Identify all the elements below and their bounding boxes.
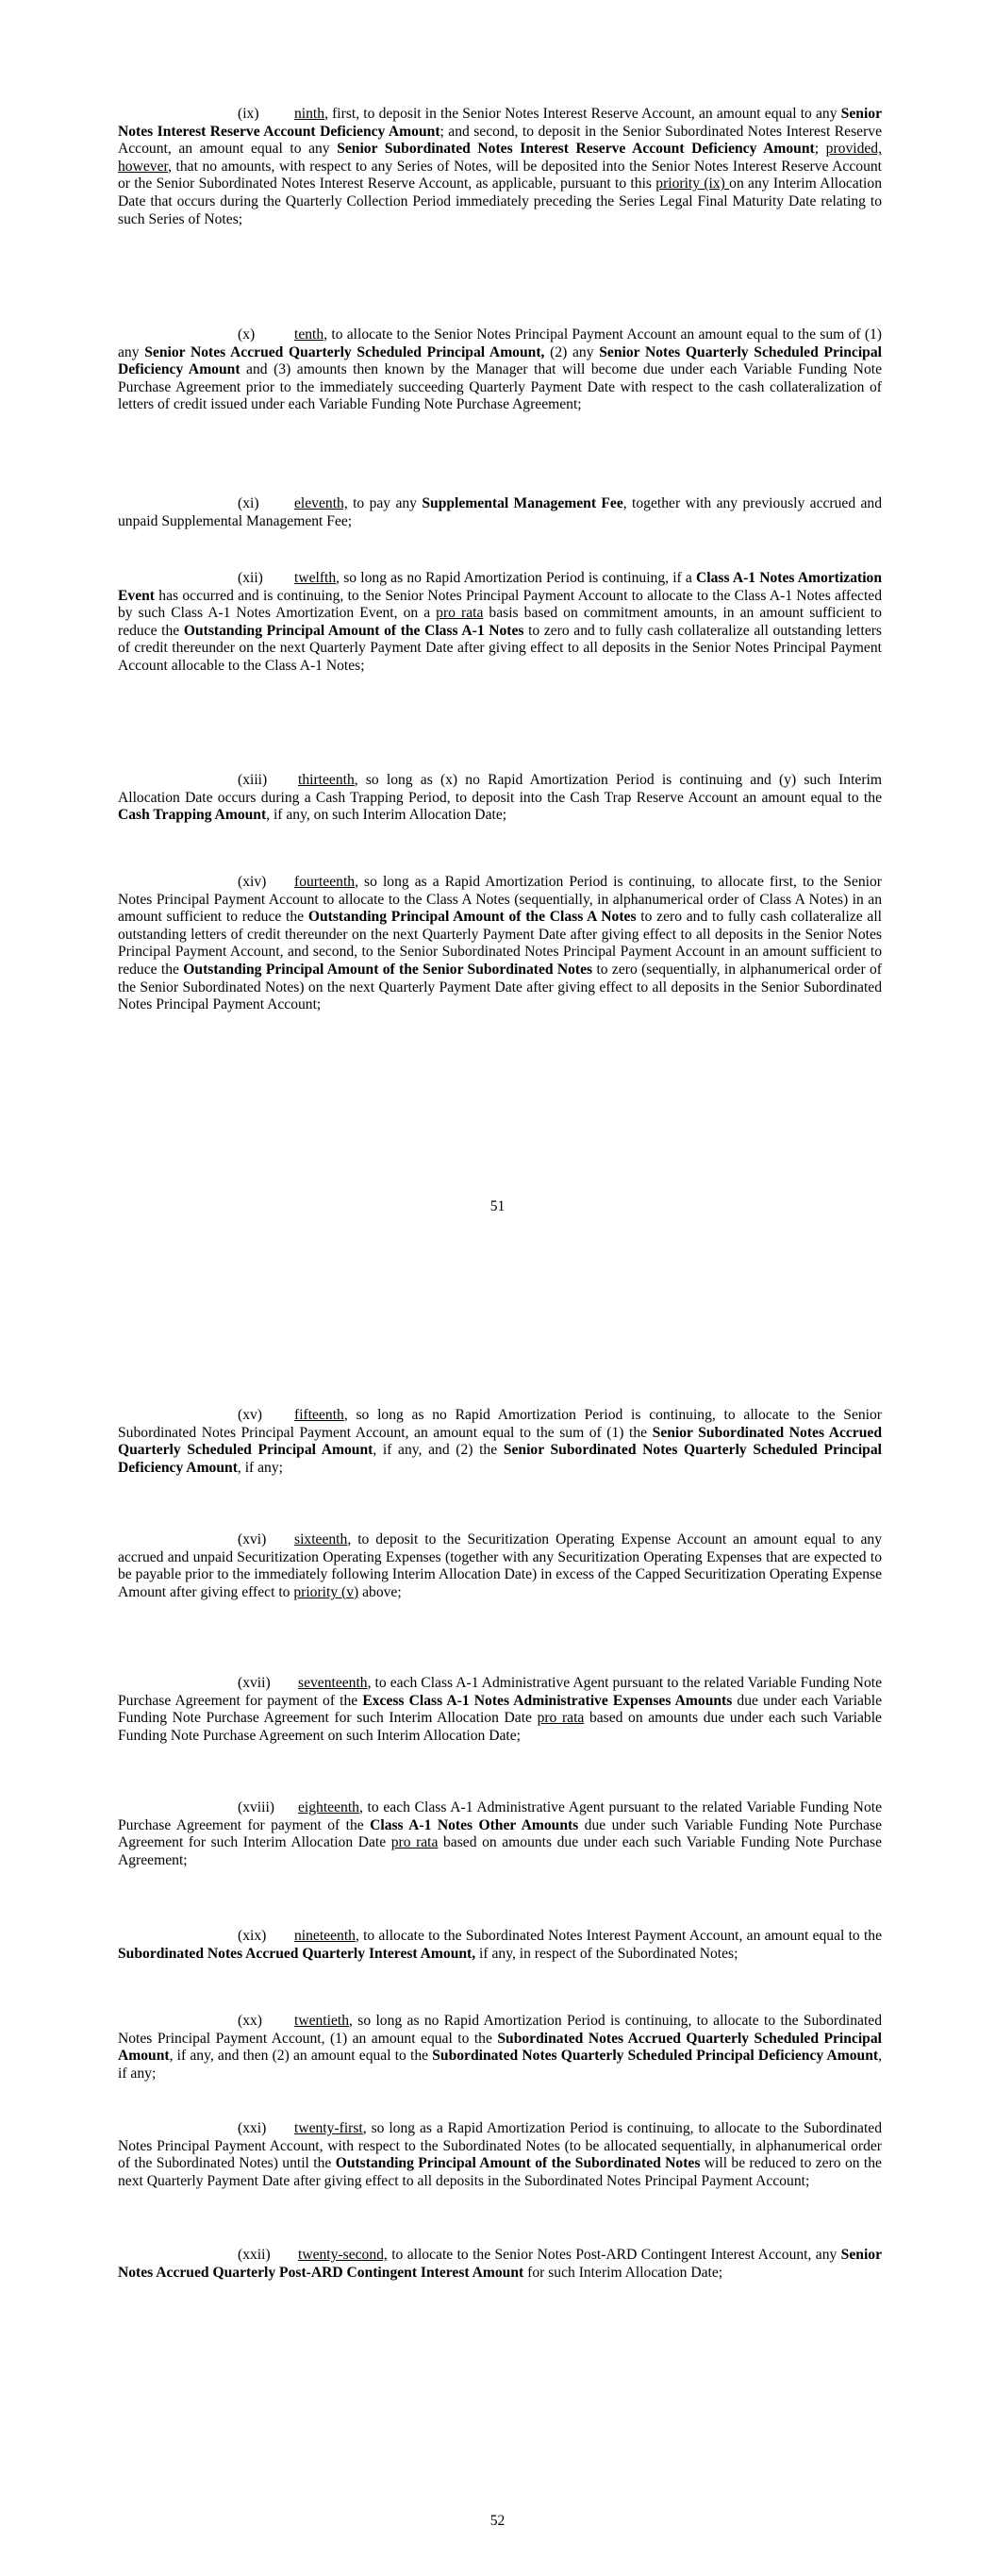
clause-xvii: [118, 1675, 882, 1745]
clause-number: (xv): [238, 1407, 262, 1423]
underlined-term: pro rata: [436, 605, 484, 622]
clause-number: (xix): [238, 1928, 267, 1944]
clause-text: , so long as a Rapid Amortization Period is continuing, to allocate to the Subordinated Notes Principal Payment Account, with respect to the Subordinated Notes (to be allocated sequentially, in alphanumerical order of the Subordinated Notes) until the: [118, 2120, 882, 2172]
defined-term: Senior Subordinated Notes Quarterly Scheduled Principal Deficiency Amount: [118, 1442, 882, 1476]
clause-xiv: [118, 874, 882, 1014]
defined-term: Outstanding Principal Amount of the Subordinated Notes: [335, 2155, 701, 2172]
clause-text: , that no amounts, with respect to any Series of Notes, will be deposited into the Senior Notes Interest Reserve Account or the Senior Subordinated Notes Interest Reserve Account, as applicable, pursuant to this: [118, 158, 882, 192]
page-number: 51: [489, 1198, 506, 1214]
clause-text: , if any;: [118, 2048, 882, 2082]
clause-number: (xviii): [238, 1799, 274, 1815]
clause-text: , so long as (x) no Rapid Amortization Period is continuing and (y) such Interim Allocation Date occurs during a Cash Trapping Period, to deposit into the Cash Trap Reserve Account an amount equal to the: [118, 772, 882, 806]
clause-xix: [118, 1928, 882, 1963]
clause-xiii: [118, 772, 882, 825]
clause-text: , if any, and (2) the: [373, 1442, 504, 1459]
clause-text: (2) any: [544, 343, 600, 360]
clause-xviii: [118, 1799, 882, 1869]
underlined-term: sixteenth: [294, 1531, 348, 1547]
clause-number: (xvi): [238, 1531, 267, 1547]
defined-term: Subordinated Notes Accrued Quarterly Interest Amount,: [118, 1945, 476, 1962]
underlined-term: fourteenth: [294, 874, 356, 890]
clause-text: , if any, and then (2) an amount equal to the: [169, 2048, 433, 2065]
underlined-term: pro rata: [390, 1834, 439, 1851]
defined-term: Subordinated Notes Quarterly Scheduled Principal Deficiency Amount: [432, 2048, 879, 2065]
document-page-52: [0, 1288, 995, 2576]
clause-number: (xxii): [238, 2247, 271, 2263]
underlined-term: priority (ix): [655, 176, 730, 192]
clause-text: based on amounts due under each such Variable Funding Note Purchase Agreement;: [118, 1834, 882, 1868]
underlined-term: tenth: [294, 326, 324, 343]
underlined-term: provided, however: [118, 141, 882, 175]
clause-number: (xxi): [238, 2120, 267, 2136]
clause-text: , to allocate to the Senior Notes Principal Payment Account an amount equal to the sum of (1) any: [118, 326, 882, 360]
clause-text: to zero and to fully cash collateralize all outstanding letters of credit thereunder on the next Quarterly Payment Date after giving effect to all deposits in the Senior Notes Principal Payment Account allocable to the Class A-1 Notes;: [118, 622, 882, 674]
clause-text: , so long as no Rapid Amortization Period is continuing, to allocate to the Subordinated Notes Principal Payment Account, (1) an amount equal to the: [118, 2013, 882, 2047]
page-number: 52: [489, 2513, 506, 2529]
clause-xii: [118, 570, 882, 676]
clause-text: , so long as no Rapid Amortization Period is continuing, if a: [336, 570, 696, 586]
clause-number: (xiv): [238, 874, 267, 890]
clause-text: , so long as a Rapid Amortization Period is continuing, to allocate first, to the Senior Notes Principal Payment Account to allocate to the Class A Notes (sequentially, in alphanumerical order of Class A Notes) in an amount sufficient to reduce the: [118, 874, 882, 926]
clause-xv: [118, 1407, 882, 1477]
clause-number: (xvii): [238, 1675, 271, 1691]
clause-number: (xi): [238, 495, 259, 511]
underlined-term: ninth: [294, 106, 325, 122]
clause-xi: [118, 495, 882, 530]
underlined-term: nineteenth: [294, 1928, 356, 1944]
clause-number: (x): [238, 326, 256, 343]
clause-text: , if any, on such Interim Allocation Date;: [266, 807, 507, 824]
underlined-term: priority (v): [293, 1583, 359, 1600]
underlined-term: twenty-second,: [298, 2247, 388, 2263]
clause-text: has occurred and is continuing, to the Senior Notes Principal Payment Account to allocate to the Class A-1 Notes affected by such Class A-1 Notes Amortization Event, on a: [118, 587, 882, 622]
clause-text: for such Interim Allocation Date;: [523, 2264, 723, 2281]
defined-term: Supplemental Management Fee: [422, 495, 623, 511]
defined-term: Outstanding Principal Amount of the Senior Subordinated Notes: [183, 961, 593, 978]
clause-text: , to each Class A-1 Administrative Agent pursuant to the related Variable Funding Note Purchase Agreement for payment of the: [118, 1799, 882, 1833]
clause-text: and (3) amounts then known by the Manager that will become due under each Variable Funding Note Purchase Agreement prior to the immediately succeeding Quarterly Payment Date with respect to the cash collateralization of letters of credit issued under each Variable Funding Note Purchase Agreement;: [118, 361, 882, 413]
clause-text: , to deposit to the Securitization Operating Expense Account an amount equal to any accrued and unpaid Securitization Operating Expenses (together with any Securitization Operating Expenses that are expected to be payable prior to the immediately following Interim Allocation Date) in excess of the Capped Securitization Operating Expense Amount after giving effect to: [118, 1531, 882, 1600]
underlined-term: eleventh,: [294, 495, 348, 511]
underlined-term: thirteenth: [298, 772, 355, 788]
underlined-term: fifteenth: [294, 1407, 344, 1423]
clause-text: ;: [814, 141, 826, 158]
underlined-term: twelfth: [294, 570, 337, 586]
clause-text: based on amounts due under each such Variable Funding Note Purchase Agreement on such Interim Allocation Date;: [118, 1710, 882, 1744]
clause-text: , to each Class A-1 Administrative Agent pursuant to the related Variable Funding Note Purchase Agreement for payment of the: [118, 1675, 882, 1709]
clause-text: ; and second, to deposit in the Senior Subordinated Notes Interest Reserve Account, an amount equal to any: [118, 123, 882, 158]
underlined-term: twenty-first: [294, 2120, 363, 2136]
clause-text: , so long as no Rapid Amortization Period is continuing, to allocate to the Senior Subordinated Notes Principal Payment Account, an amount equal to the sum of (1) the: [118, 1407, 882, 1441]
defined-term: Senior Notes Quarterly Scheduled Principal Deficiency Amount: [118, 343, 882, 378]
defined-term: Subordinated Notes Accrued Quarterly Scheduled Principal Amount: [118, 2030, 882, 2065]
clause-text: on any Interim Allocation Date that occurs during the Quarterly Collection Period immediately preceding the Series Legal Final Maturity Date relating to such Series of Notes;: [118, 176, 882, 227]
clause-number: (xii): [238, 570, 263, 586]
clause-number: (ix): [238, 106, 259, 122]
clause-xxii: [118, 2247, 882, 2282]
defined-term: Class A-1 Notes Other Amounts: [370, 1816, 579, 1833]
defined-term: Outstanding Principal Amount of the Class A-1 Notes: [183, 622, 524, 639]
clause-number: (xx): [238, 2013, 262, 2029]
underlined-term: seventeenth: [298, 1675, 368, 1691]
clause-xvi: [118, 1531, 882, 1601]
defined-term: Cash Trapping Amount: [118, 807, 267, 824]
clause-text: due under such Variable Funding Note Purchase Agreement for such Interim Allocation Date: [118, 1816, 882, 1851]
clause-text: if any, in respect of the Subordinated Notes;: [475, 1945, 738, 1962]
clause-xx: [118, 2013, 882, 2083]
clause-text: basis based on commitment amounts, in an amount sufficient to reduce the: [118, 605, 882, 639]
clause-text: to allocate to the Senior Notes Post-ARD Contingent Interest Account, any: [387, 2247, 841, 2263]
underlined-term: eighteenth: [298, 1799, 359, 1815]
clause-text: will be reduced to zero on the next Quarterly Payment Date after giving effect to all deposits in the Subordinated Notes Principal Payment Account;: [118, 2155, 882, 2189]
clause-text: , together with any previously accrued and unpaid Supplemental Management Fee;: [118, 495, 883, 529]
clause-text: to pay any: [347, 495, 423, 511]
clause-x: [118, 326, 882, 414]
clause-text: to zero (sequentially, in alphanumerical order of the Senior Subordinated Notes) on the next Quarterly Payment Date after giving effect to all deposits in the Senior Subordinated Notes Principal Payment Account;: [118, 961, 882, 1013]
underlined-term: twentieth: [294, 2013, 350, 2029]
clause-text: above;: [358, 1583, 402, 1600]
clause-text: to zero and to fully cash collateralize all outstanding letters of credit thereunder on the next Quarterly Payment Date after giving effect to all deposits in the Senior Notes Principal Payment Account, and second, to the Senior Subordinated Notes Principal Payment Account in an amount sufficient to reduce the: [118, 909, 883, 978]
defined-term: Senior Notes Interest Reserve Account Deficiency Amount: [118, 106, 882, 140]
clause-text: , to allocate to the Subordinated Notes Interest Payment Account, an amount equal to the: [355, 1928, 882, 1944]
clause-number: (xiii): [238, 772, 268, 788]
defined-term: Excess Class A-1 Notes Administrative Expenses Amounts: [362, 1692, 733, 1709]
defined-term: Class A-1 Notes Amortization Event: [118, 570, 883, 604]
defined-term: Senior Notes Accrued Quarterly Post-ARD Contingent Interest Amount: [118, 2247, 882, 2281]
clause-text: , if any;: [237, 1459, 283, 1476]
defined-term: Outstanding Principal Amount of the Class A Notes: [307, 909, 637, 926]
defined-term: Senior Subordinated Notes Accrued Quarterly Scheduled Principal Amount: [118, 1424, 882, 1459]
defined-term: Senior Subordinated Notes Interest Reserve Account Deficiency Amount: [337, 141, 815, 158]
defined-term: Senior Notes Accrued Quarterly Scheduled Principal Amount,: [144, 343, 545, 360]
clause-text: , first, to deposit in the Senior Notes Interest Reserve Account, an amount equal to any: [324, 106, 841, 122]
clause-ix: [118, 106, 882, 228]
underlined-term: pro rata: [537, 1710, 585, 1727]
clause-text: due under each Variable Funding Note Purchase Agreement for such Interim Allocation Date: [118, 1692, 883, 1727]
clause-xxi: [118, 2120, 882, 2190]
